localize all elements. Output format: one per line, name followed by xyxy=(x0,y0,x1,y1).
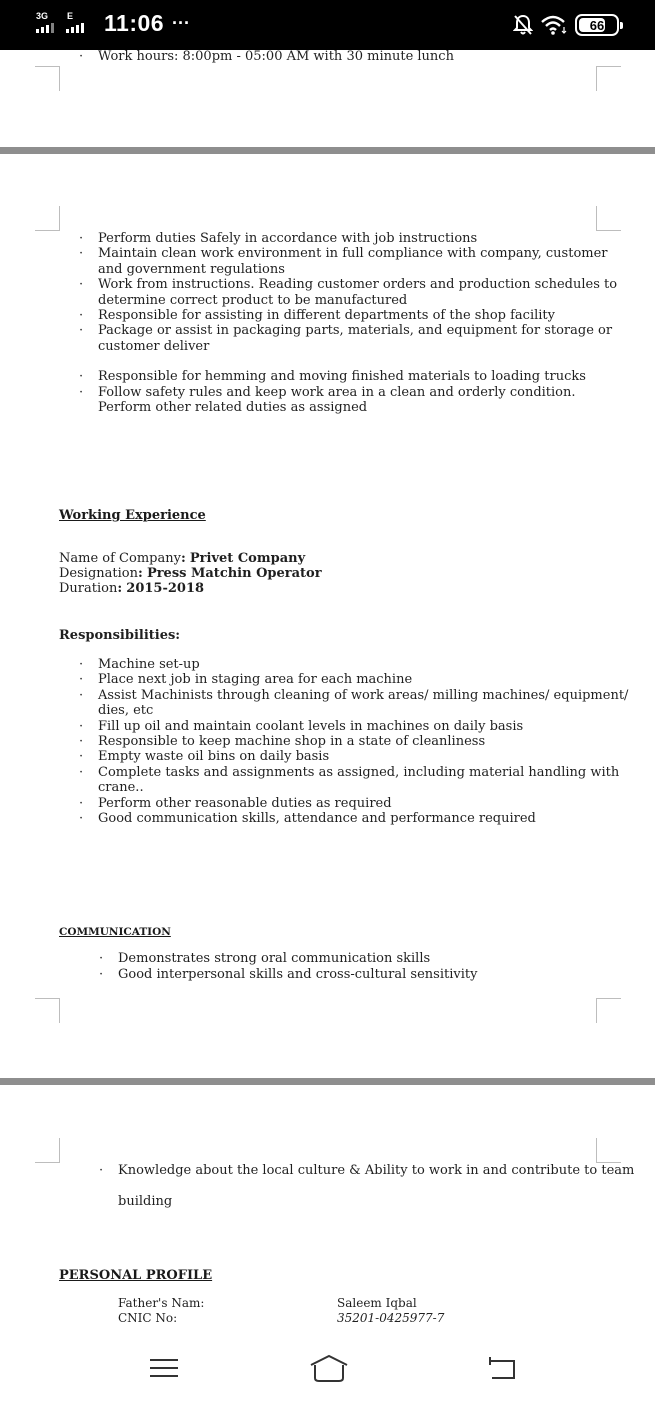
back-icon xyxy=(486,1355,518,1381)
designation-value: Press Matchin Operator xyxy=(146,566,322,581)
duty-item: Responsible for assisting in different departments of the shop facility xyxy=(98,308,555,323)
page-corner-mark xyxy=(596,998,621,1023)
home-button[interactable] xyxy=(307,1350,351,1386)
more-notifications-icon: ··· xyxy=(172,13,190,33)
company-value: Privet Company xyxy=(189,551,306,566)
page-corner-mark xyxy=(35,66,60,91)
menu-icon xyxy=(148,1356,180,1380)
colon: : xyxy=(180,551,186,566)
colon: : xyxy=(117,581,123,596)
signal-bars-icon xyxy=(66,23,84,33)
duty-item: Perform duties Safely in accordance with job instructions xyxy=(98,231,478,246)
responsibility-item-continued: dies, etc xyxy=(98,703,154,719)
responsibility-item: Empty waste oil bins on daily basis xyxy=(98,749,330,765)
bullet-dot: · xyxy=(79,795,84,811)
bullet-dot: · xyxy=(79,749,84,765)
responsibilities-heading: Responsibilities: xyxy=(59,628,181,643)
clock: 11:06 xyxy=(104,10,165,36)
responsibility-item: Perform other reasonable duties as required xyxy=(98,795,392,811)
responsibility-item-continued: crane.. xyxy=(98,780,144,796)
bullet-dot: · xyxy=(79,718,84,734)
duration-label: Duration xyxy=(59,581,118,596)
signal-bars-icon xyxy=(36,23,54,33)
company-line xyxy=(59,551,305,567)
page-corner-mark xyxy=(596,1138,621,1163)
duty-item-continued: Perform other related duties as assigned xyxy=(98,400,368,415)
battery-icon xyxy=(575,14,619,36)
bullet-dot: · xyxy=(79,308,84,323)
network-type-3g: 3G xyxy=(36,11,49,21)
status-bar xyxy=(0,0,655,50)
father-name-label: Father's Nam: xyxy=(118,1296,205,1310)
bullet-dot: · xyxy=(79,49,84,64)
communication-item: Knowledge about the local culture & Ability to work in and contribute to team xyxy=(118,1163,635,1178)
responsibility-item: Fill up oil and maintain coolant levels in machines on daily basis xyxy=(98,718,524,734)
cnic-label: CNIC No: xyxy=(118,1311,178,1325)
bullet-dot: · xyxy=(79,384,84,400)
bullet-dot: · xyxy=(99,967,104,982)
bullet-dot: · xyxy=(79,231,84,246)
responsibility-item: Good communication skills, attendance and performance required xyxy=(98,811,536,826)
bullet-dot: · xyxy=(79,369,84,385)
network-type-e: E xyxy=(67,11,74,21)
communication-item: Good interpersonal skills and cross-cultural sensitivity xyxy=(118,967,478,982)
bullet-dot: · xyxy=(79,811,84,826)
page-corner-mark xyxy=(35,998,60,1023)
page-separator xyxy=(0,1078,655,1085)
bullet-dot: · xyxy=(79,687,84,703)
responsibility-item: Machine set-up xyxy=(98,657,200,672)
duty-item: Maintain clean work environment in full compliance with company, customer xyxy=(98,246,608,262)
bullet-dot: · xyxy=(79,277,84,293)
bullet-dot: · xyxy=(79,672,84,688)
responsibility-item: Place next job in staging area for each machine xyxy=(98,672,413,688)
duty-item-continued: and government regulations xyxy=(98,261,285,277)
responsibility-item: Assist Machinists through cleaning of work areas/ milling machines/ equipment/ xyxy=(98,687,629,703)
wifi-icon xyxy=(541,15,567,35)
duty-item: Package or assist in packaging parts, materials, and equipment for storage or xyxy=(98,323,613,339)
duration-line xyxy=(59,581,204,597)
page-separator xyxy=(0,147,655,154)
duty-item-continued: determine correct product to be manufactured xyxy=(98,292,408,308)
communication-item: Demonstrates strong oral communication skills xyxy=(118,951,431,966)
working-experience-heading: Working Experience xyxy=(59,508,206,523)
work-hours-line: Work hours: 8:00pm - 05:00 AM with 30 minute lunch xyxy=(98,49,454,64)
bullet-dot: · xyxy=(79,734,84,749)
bullet-dot: · xyxy=(79,323,84,339)
bullet-dot: · xyxy=(99,1163,104,1178)
navigation-bar xyxy=(0,1330,655,1405)
battery-level: 66 xyxy=(589,17,605,33)
bullet-dot: · xyxy=(79,246,84,262)
bullet-dot: · xyxy=(79,657,84,672)
home-icon xyxy=(307,1353,351,1383)
father-name-value: Saleem Iqbal xyxy=(337,1296,417,1310)
duty-item: Responsible for hemming and moving finished materials to loading trucks xyxy=(98,369,586,385)
page-corner-mark xyxy=(596,66,621,91)
designation-line xyxy=(59,566,322,582)
designation-label: Designation xyxy=(59,566,138,581)
bullet-dot: · xyxy=(79,764,84,780)
page-corner-mark xyxy=(35,1138,60,1163)
duration-value: 2015-2018 xyxy=(126,581,205,596)
colon: : xyxy=(137,566,143,581)
bell-muted-icon xyxy=(513,14,533,36)
duty-item-continued: customer deliver xyxy=(98,338,210,354)
menu-button[interactable] xyxy=(144,1350,184,1386)
cnic-value: 35201-0425977-7 xyxy=(337,1311,445,1325)
duty-item: Follow safety rules and keep work area in a clean and orderly condition. xyxy=(98,384,576,400)
responsibility-item: Complete tasks and assignments as assigned, including material handling with xyxy=(98,764,620,780)
bullet-dot: · xyxy=(99,951,104,966)
page-corner-mark xyxy=(596,206,621,231)
signal-indicators xyxy=(36,10,98,36)
back-button[interactable] xyxy=(482,1350,522,1386)
personal-profile-heading: PERSONAL PROFILE xyxy=(59,1268,213,1283)
communication-heading: COMMUNICATION xyxy=(59,926,171,938)
communication-item-continued: building xyxy=(118,1194,173,1209)
responsibility-item: Responsible to keep machine shop in a state of cleanliness xyxy=(98,734,486,749)
page-corner-mark xyxy=(35,206,60,231)
company-label: Name of Company xyxy=(59,551,181,566)
duty-item: Work from instructions. Reading customer orders and production schedules to xyxy=(98,277,618,293)
